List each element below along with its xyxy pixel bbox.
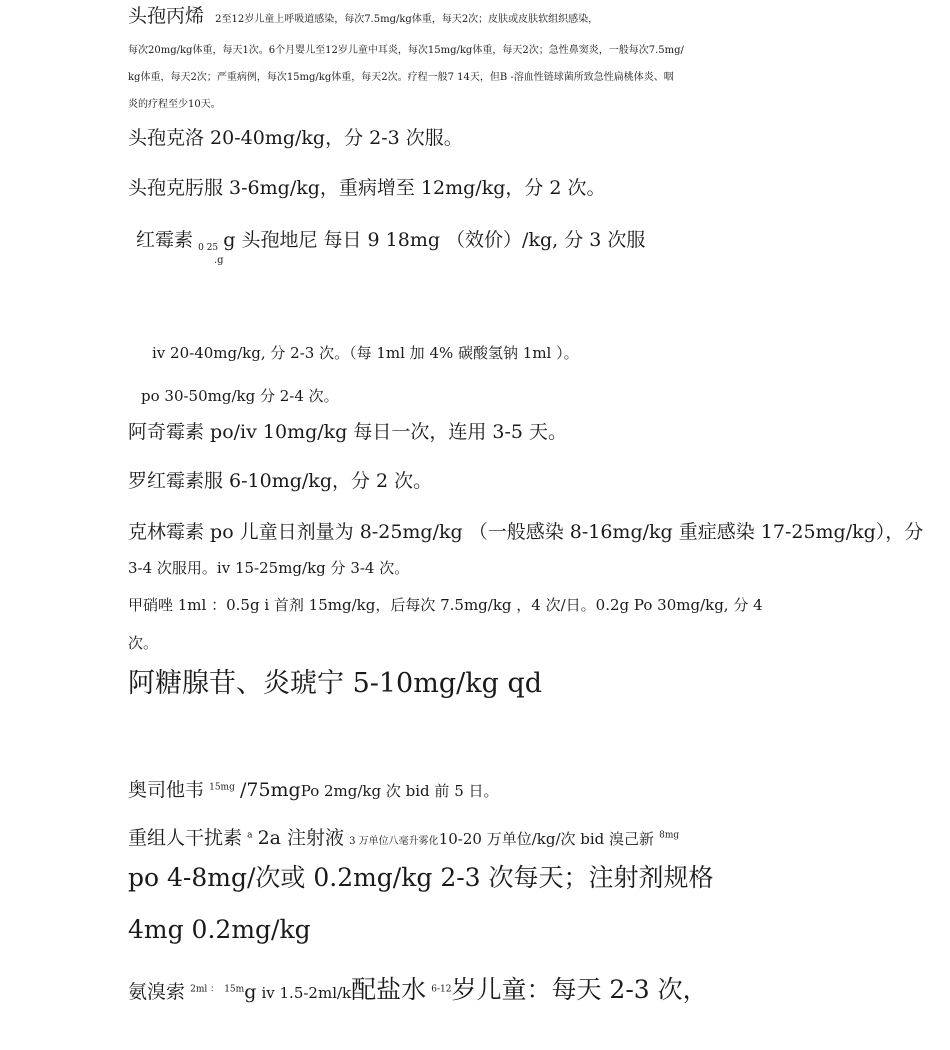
interferon-line: 重组人干扰素 $^a$ 2a 注射液 3 万单位八毫升雾化10-20 万单位/kg/次 bid 溴己新 $^{8mg}$ <box>128 827 680 849</box>
bromhexine-line-1: po 4-8mg/次或 0.2mg/kg 2-3 次每天；注射剂规格 <box>128 863 714 892</box>
drug-name-ambroxol: 氨溴索 <box>128 981 186 1003</box>
metronidazole-line-1: 甲硝唑 1ml ：0.5g i 首剂 15mg/kg，后每次 7.5mg/kg ，4 次/日。0.2g Po 30mg/kg, 分 4 <box>128 596 763 614</box>
cefprozil-line-1: 头孢丙烯 2至12岁儿童上呼吸道感染，每次7.5mg/kg体重，每天2次；皮肤或皮肤软组织感染， <box>128 5 599 27</box>
roxithromycin-line: 罗红霉素服 6-10mg/kg，分 2 次。 <box>128 470 433 492</box>
clindamycin-line-2: 3-4 次服用。iv 15-25mg/kg 分 3-4 次。 <box>128 559 410 577</box>
drug-name-cefprozil: 头孢丙烯 <box>128 5 205 27</box>
clindamycin-line-1: 克林霉素 po 儿童日剂量为 8-25mg/kg （一般感染 8-16mg/kg 重症感染 17-25mg/kg），分 <box>128 521 924 543</box>
drug-name-oseltamivir: 奥司他韦 <box>128 779 205 801</box>
erythromycin-sub: .g <box>214 255 224 266</box>
erythromycin-line: 红霉素 $_{0 25}$ g 头孢地尼 每日 9 18mg （效价）/kg, 分 3 次服 <box>136 229 646 254</box>
azithromycin-line: 阿奇霉素 po/iv 10mg/kg 每日一次，连用 3-5 天。 <box>128 421 568 443</box>
cefixime-line: 头孢克肟服 3-6mg/kg，重病增至 12mg/kg，分 2 次。 <box>128 177 606 199</box>
drug-name-interferon: 重组人干扰素 <box>128 827 243 849</box>
vidarabine-line: 阿糖腺苷、炎琥宁 5-10mg/kg qd <box>128 668 543 699</box>
cefprozil-line-4: 炎的疗程至少10天。 <box>128 99 221 110</box>
oseltamivir-line: 奥司他韦 $^{15mg}$ /75mgPo 2mg/kg 次 bid 前 5 日。 <box>128 779 499 801</box>
drug-name-erythromycin: 红霉素 <box>136 229 194 251</box>
cefprozil-line-3: kg体重，每天2次；严重病例，每次15mg/kg体重，每天2次。疗程一般7 14天，但B -溶血性链球菌所致急性扁桃体炎、咽 <box>128 72 674 83</box>
cefaclor-line: 头孢克洛 20-40mg/kg，分 2-3 次服。 <box>128 127 463 149</box>
iv-dose-line: iv 20-40mg/kg, 分 2-3 次。（每 1ml 加 4% 碳酸氢钠 1ml ）。 <box>152 344 579 362</box>
po-dose-line: po 30-50mg/kg 分 2-4 次。 <box>141 387 339 405</box>
metronidazole-line-2: 次。 <box>128 634 159 652</box>
cefprozil-line-2: 每次20mg/kg体重，每天1次。6个月婴儿至12岁儿童中耳炎，每次15mg/kg体重，每天2次；急性鼻窦炎，一般每次7.5mg/ <box>128 45 684 56</box>
bromhexine-line-2: 4mg 0.2mg/kg <box>128 915 311 944</box>
ambroxol-line: 氨溴索 $^{2ml :}$ $^{15m}$g iv 1.5-2ml/k配盐水 $^{6-12}$岁儿童：每天 2-3 次， <box>128 975 708 1004</box>
